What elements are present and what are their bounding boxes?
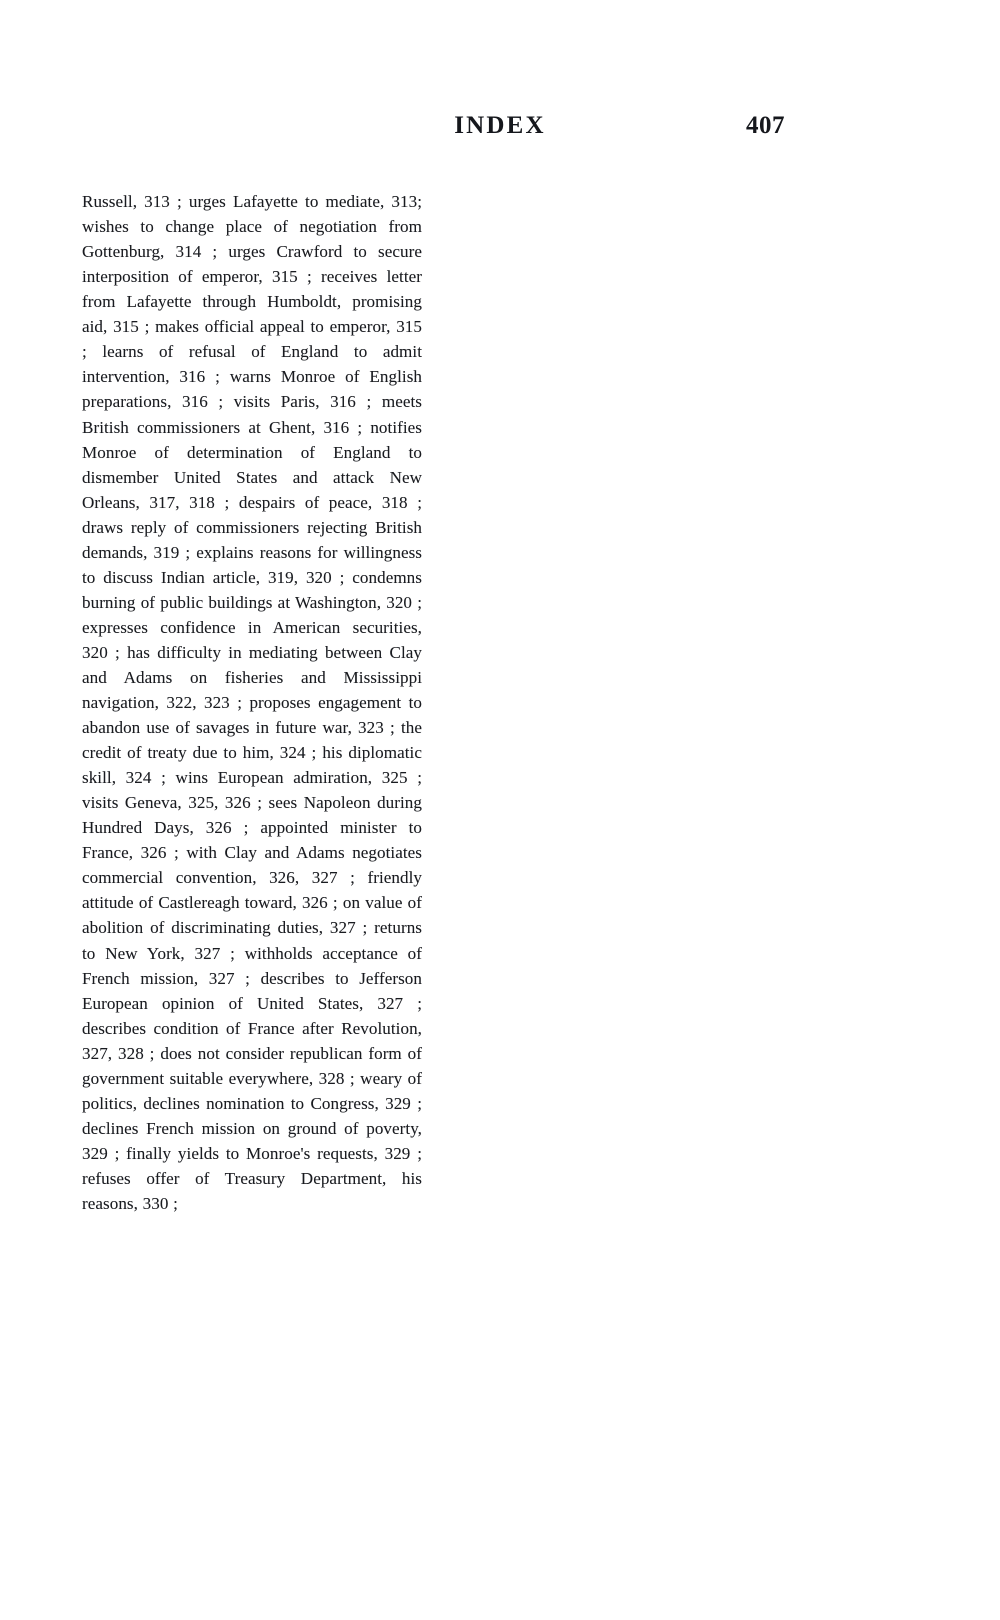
index-column — [82, 172, 422, 1233]
page-header — [0, 112, 1000, 146]
index-entry-russell: Russell, 313 ; urges Lafayette to mediate, 313; wishes to change place of negotiation from Gottenburg, 314 ; urges Crawford to secure interposition of emperor, 315 ; receives letter from Lafayette through Humboldt, promising aid, 315 ; makes official appeal to emperor, 315 ; learns of refusal of England to admit intervention, 316 ; warns Monroe of English preparations, 316 ; visits Paris, 316 ; meets British commissioners at Ghent, 316 ; notifies Monroe of determination of England to dismember United States and attack New Orleans, 317, 318 ; despairs of peace, 318 ; draws reply of commissioners rejecting British demands, 319 ; explains reasons for willingness to discuss Indian article, 319, 320 ; condemns burning of public buildings at Washington, 320 ; expresses confidence in American securities, 320 ; has difficulty in mediating between Clay and Adams on fisheries and Mississippi navigation, 322, 323 ; proposes engagement to abandon use of savages in future war, 323 ; the credit of treaty due to him, 324 ; his diplomatic skill, 324 ; wins European admiration, 325 ; visits Geneva, 325, 326 ; sees Napoleon during Hundred Days, 326 ; appointed minister to France, 326 ; with Clay and Adams negotiates commercial convention, 326, 327 ; friendly attitude of Castlereagh toward, 326 ; on value of abolition of discriminating duties, 327 ; returns to New York, 327 ; withholds acceptance of French mission, 327 ; describes to Jefferson European opinion of United States, 327 ; describes condition of France after Revolution, 327, 328 ; does not consider republican form of government suitable everywhere, 328 ; weary of politics, declines nomination to Congress, 329 ; declines French mission on ground of poverty, 329 ; finally yields to Monroe's requests, 329 ; refuses offer of Treasury Department, his reasons, 330 ; — [82, 192, 422, 1213]
page-title: INDEX — [454, 112, 546, 139]
page-number: 407 — [746, 112, 785, 139]
